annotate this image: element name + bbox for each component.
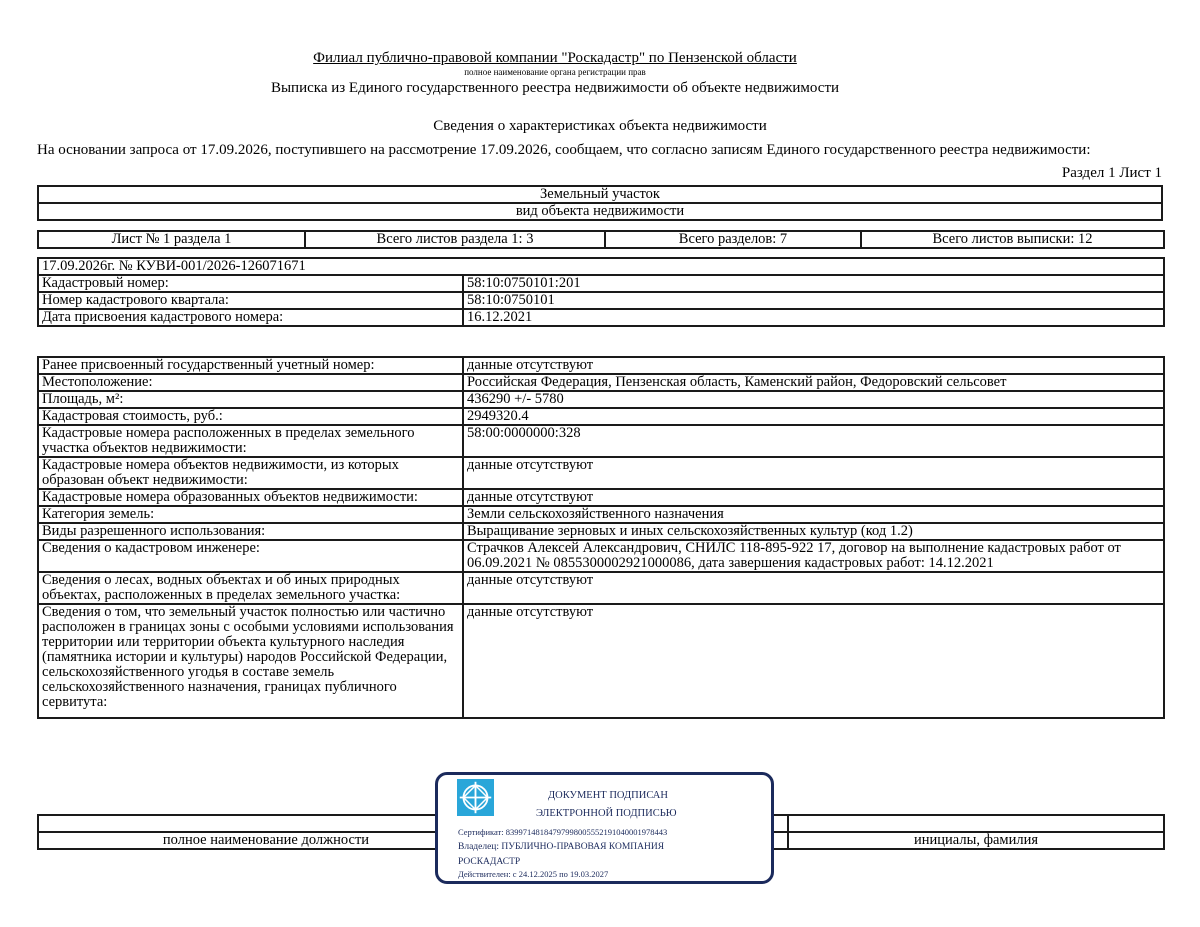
- details-table: [37, 356, 1165, 719]
- row-label: Дата присвоения кадастрового номера:: [38, 309, 463, 326]
- row-label: Площадь, м²:: [38, 391, 463, 408]
- table-row: [38, 408, 1164, 425]
- row-label: Виды разрешенного использования:: [38, 523, 463, 540]
- table-row: [38, 309, 1164, 326]
- row-label: Кадастровый номер:: [38, 275, 463, 292]
- stamp-line2: ЭЛЕКТРОННОЙ ПОДПИСЬЮ: [536, 808, 677, 819]
- row-label: Кадастровые номера образованных объектов недвижимости:: [38, 489, 463, 506]
- row-value: 16.12.2021: [463, 309, 1164, 326]
- stamp-line1: ДОКУМЕНТ ПОДПИСАН: [548, 790, 668, 801]
- document-title: Выписка из Единого государственного реестра недвижимости об объекте недвижимости: [270, 80, 840, 96]
- row-value: 58:10:0750101:201: [463, 275, 1164, 292]
- total-sheets-section: Всего листов раздела 1: 3: [305, 231, 605, 248]
- row-label: Сведения о кадастровом инженере:: [38, 540, 463, 572]
- stamp-valid: Действителен: с 24.12.2025 по 19.03.2027: [458, 869, 609, 879]
- row-value: данные отсутствуют: [463, 357, 1164, 374]
- row-label: Кадастровые номера расположенных в пределах земельного участка объектов недвижимости:: [38, 425, 463, 457]
- stamp-owner-line2: РОСКАДАСТР: [458, 857, 521, 867]
- name-caption: инициалы, фамилия: [788, 832, 1164, 849]
- row-label: Кадастровая стоимость, руб.:: [38, 408, 463, 425]
- object-kind-table: [37, 185, 1163, 221]
- row-value: 58:00:0000000:328: [463, 425, 1164, 457]
- position-caption: полное наименование должности: [38, 832, 494, 849]
- roskadastr-logo-icon: [457, 779, 494, 816]
- stamp-owner-line1: Владелец: ПУБЛИЧНО-ПРАВОВАЯ КОМПАНИЯ: [458, 842, 665, 852]
- identification-table: [37, 257, 1165, 327]
- row-value: данные отсутствуют: [463, 604, 1164, 718]
- total-sheets-extract: Всего листов выписки: 12: [861, 231, 1164, 248]
- table-row: [38, 374, 1164, 391]
- table-row: [38, 489, 1164, 506]
- sheet-number: Лист № 1 раздела 1: [38, 231, 305, 248]
- row-value: данные отсутствуют: [463, 457, 1164, 489]
- table-row: [38, 540, 1164, 572]
- table-row: [38, 457, 1164, 489]
- table-row: [38, 523, 1164, 540]
- row-label: Ранее присвоенный государственный учетный номер:: [38, 357, 463, 374]
- stamp-certificate: Сертификат: 8399714818479799800555219104000197844З: [458, 827, 668, 837]
- section-sheet-label: Раздел 1 Лист 1: [1061, 165, 1162, 181]
- object-kind: Земельный участок: [38, 186, 1162, 203]
- total-sections: Всего разделов: 7: [605, 231, 861, 248]
- row-value: Страчков Алексей Александрович, СНИЛС 118-895-922 17, договор на выполнение кадастровых работ от 06.09.2021 № 0855300002921000086, дата завершения кадастровых работ: 14.12.2021: [463, 540, 1164, 572]
- row-label: Кадастровые номера объектов недвижимости, из которых образован объект недвижимости:: [38, 457, 463, 489]
- table-row: [38, 292, 1164, 309]
- table-row: [38, 275, 1164, 292]
- section-title: Сведения о характеристиках объекта недвижимости: [433, 118, 767, 134]
- row-label: Сведения о лесах, водных объектах и об иных природных объектах, расположенных в пределах земельного участка:: [38, 572, 463, 604]
- org-caption: полное наименование органа регистрации прав: [464, 67, 646, 77]
- intro-text: На основании запроса от 17.09.2026, поступившего на рассмотрение 17.09.2026, сообщаем, что согласно записям Единого государственного реестра недвижимости:: [37, 142, 1091, 158]
- row-value: данные отсутствуют: [463, 572, 1164, 604]
- row-value: 58:10:0750101: [463, 292, 1164, 309]
- row-value: 436290 +/- 5780: [463, 391, 1164, 408]
- table-row: [38, 604, 1164, 718]
- e-signature-stamp: [435, 772, 774, 884]
- row-value: Российская Федерация, Пензенская область, Каменский район, Федоровский сельсовет: [463, 374, 1164, 391]
- org-name: Филиал публично-правовой компании "Роскадастр" по Пензенской области: [313, 50, 797, 66]
- table-row: [38, 391, 1164, 408]
- sheets-info-table: [37, 230, 1165, 249]
- row-value: Выращивание зерновых и иных сельскохозяйственных культур (код 1.2): [463, 523, 1164, 540]
- position-blank: [38, 815, 494, 832]
- table-row: [38, 425, 1164, 457]
- table-row: [38, 572, 1164, 604]
- table-row: [38, 357, 1164, 374]
- row-value: данные отсутствуют: [463, 489, 1164, 506]
- table-row: [38, 506, 1164, 523]
- name-blank: [788, 815, 1164, 832]
- row-label: Категория земель:: [38, 506, 463, 523]
- row-label: Номер кадастрового квартала:: [38, 292, 463, 309]
- object-kind-caption: вид объекта недвижимости: [38, 203, 1162, 220]
- row-label: Местоположение:: [38, 374, 463, 391]
- row-value: 2949320.4: [463, 408, 1164, 425]
- row-value: Земли сельскохозяйственного назначения: [463, 506, 1164, 523]
- document-number: 17.09.2026г. № КУВИ-001/2026-126071671: [38, 258, 1164, 275]
- row-label: Сведения о том, что земельный участок полностью или частично расположен в границах зоны с особыми условиями использования территории или территории объекта культурного наследия (памятника истории и культуры) народов Российской Федерации, сельскохозяйственного угодья в составе земель сельскохозяйственного назначения, границах публичного сервитута:: [38, 604, 463, 718]
